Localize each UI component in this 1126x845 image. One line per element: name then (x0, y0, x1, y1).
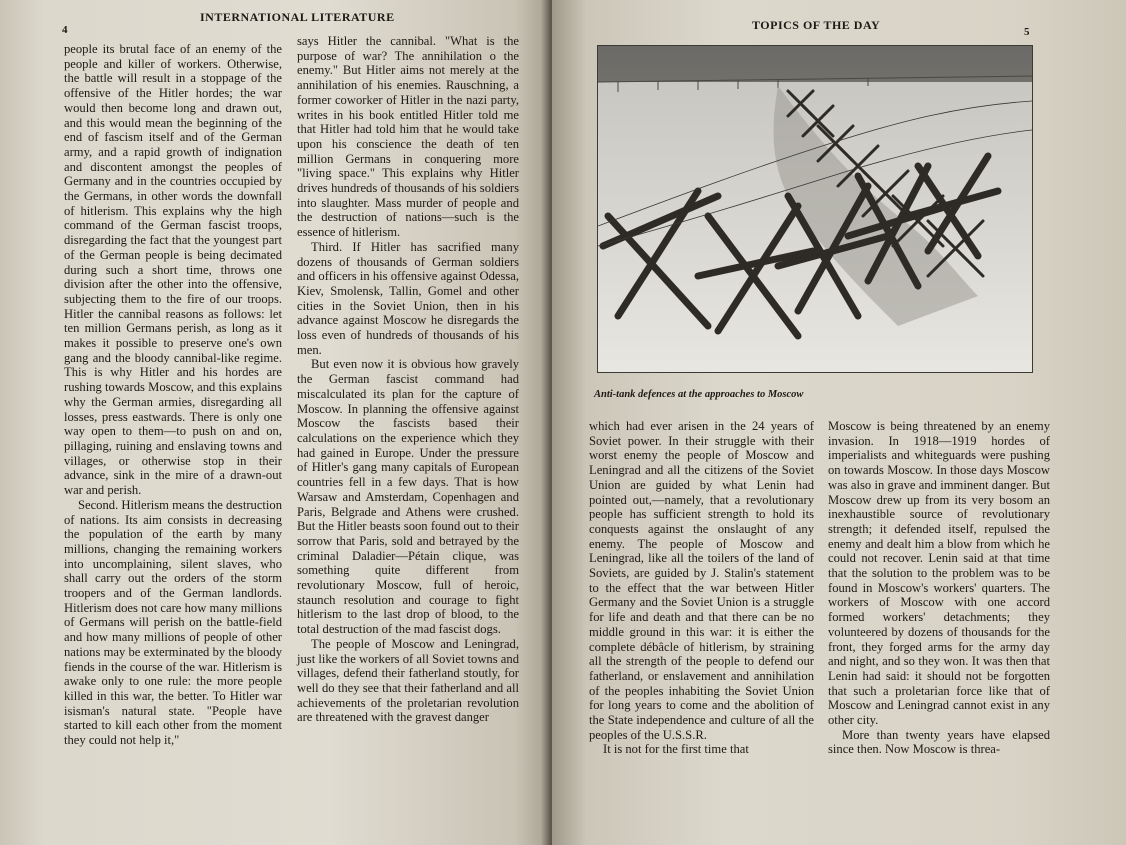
left-column-2 (297, 34, 519, 725)
running-head-left: INTERNATIONAL LITERATURE (200, 10, 395, 24)
left-page (0, 0, 548, 845)
photo-caption: Anti-tank defences at the approaches to Moscow (594, 389, 804, 400)
paragraph: which had ever arisen in the 24 years of Soviet power. In their struggle with their worst enemy the people of Moscow and Leningrad and all the citizens of the Soviet Union are guided by what Lenin had pointed out,—namely, that a revolutionary people has sufficient strength to hold its conquests against the onslaught of any enemy. The people of Moscow and Leningrad, like all the toilers of the land of Soviets, are guided by J. Stalin's statement to the effect that the war between Hitler Germany and the Soviet Union is a struggle for life and death and that there can be no middle ground in this war: it is either the complete débâcle of hitlerism, by straining all the strength of the people to defend our fatherland, or enslavement and annihilation of the peoples inhabiting the Soviet Union for long years to come and the abolition of the State independence and culture of all the peoples of the U.S.S.R. (589, 419, 814, 742)
paragraph: The people of Moscow and Leningrad, just like the workers of all Soviet towns and villages, defend their fatherland stoutly, for well do they see that their fatherland and all achievements of the proletarian revolution are threatened with the gravest danger (297, 636, 519, 725)
paragraph: Moscow is being threatened by an enemy invasion. In 1918—1919 hordes of imperialists and whiteguards were pushing on towards Moscow. In those days Moscow was also in grave and imminent danger. But Moscow drew up from its very bosom an inexhaustible source of revolutionary strength; it defended itself, repulsed the enemy and dealt him a blow from which he could not recover. Lenin said at that time that the solution to the problem was to be found in Moscow's workers' quarters. The workers of Moscow with one accord formed workers' detachments; they volunteered by dozens of thousands for the front, they forged arms for the army day and night, and so they won. It was then that Lenin had said: it should not be forgotten that such a proletarian force like that of Moscow and Leningrad cannot exist in any other city. (828, 419, 1050, 728)
paragraph: people its brutal face of an enemy of the people and killer of workers. Otherwise, the battle will result in a stoppage of the offensive of the Hitler hordes; the war would then become long and drawn out, and this would mean the beginning of the end of fascism itself and of the German army, and a rapid growth of indignation and discontent amongst the peoples of Germany and in the countries occupied by the Germans, in other words the downfall of hitlerism. This explains why the high command of the German fascist troops, disregarding the fact that the youngest part of the German people is being decimated during such a short time, throws one division after the other into the offensive, subjecting them to the fire of our troops. Hitler the cannibal reasons as follows: let ten million Germans perish, as long as it makes it possible to preserve one's own gang and the bloody cannibal-like regime. This is why Hitler and his hordes are rushing towards Moscow, and this explains why the German armies, disregarding all losses, press eastwards. There is only one way open to them—to push on and on, pillaging, ruining and enslaving towns and villages, or otherwise stop in their advance, sink in the mire of a drawn-out war and perish. (64, 42, 282, 498)
paragraph: says Hitler the cannibal. "What is the purpose of war? The annihilation o the enemy." But Hitler aims not merely at the annihilation of his enemies. Rauschning, a former coworker of Hitler in the nazi party, writes in his book entitled Hitler told me that Hitler had told him that he would take upon his conscience the death of ten million Germans in conquering more "living space." This explains why Hitler drives hundreds of thousands of his soldiers into slaughter. Mass murder of people and the destruction of nations—such is the essence of hitlerism. (297, 34, 519, 240)
right-column-1 (589, 419, 814, 757)
page-number-left: 4 (62, 24, 68, 36)
paragraph: More than twenty years have elapsed since then. Now Moscow is threa- (828, 727, 1050, 757)
paragraph: But even now it is obvious how gravely the German fascist command had miscalculated its plan for the capture of Moscow. In planning the offensive against Moscow the fascists based their calculations on the experience which they had gained in Europe. Under the pressure of Hitler's gang many capitals of European countries fell in a few days. That is how Warsaw and Amsterdam, Copenhagen and Paris, Belgrade and Athens were crushed. But the Hitler beasts soon found out to their sorrow that Paris, sold and betrayed by the criminal Daladier—Pétain clique, was something quite different from revolutionary Moscow, full of heroic, staunch resolution and courage to fight hitlerism to the last drop of blood, to the total destruction of the mad fascist dogs. (297, 357, 519, 637)
paragraph: Third. If Hitler has sacrified many dozens of thousands of German soldiers and officers in his offensive against Odessa, Kiev, Smolensk, Tallin, Gomel and other cities in the Soviet Union, then in his advance against Moscow he disregards the loss even of hundreds of thousands of his men. (297, 239, 519, 357)
running-head-right: TOPICS OF THE DAY (752, 18, 881, 32)
left-column-1 (64, 42, 282, 748)
right-column-2 (828, 419, 1050, 757)
paragraph: Second. Hitlerism means the destruction of nations. Its aim consists in decreasing the population of the earth by many millions, changing the remaining workers into uncomplaining, silent slaves, who shall carry out the orders of the storm troopers and of the German landlords. Hitlerism does not care how many millions of Germans will perish on the battle-field and how many millions of people of other nations may be exterminated by the bloody fiends in the course of the war. Hitlerism is awake only to one rule: the more people killed in this war, the better. To Hitler war isisman's natural state. "People have started to kill each other from the moment they could not help it," (64, 497, 282, 748)
anti-tank-defences-photo (598, 46, 1032, 372)
photo-illustration (598, 46, 1032, 372)
page-number-right: 5 (1024, 26, 1030, 38)
paragraph: It is not for the first time that (603, 742, 749, 757)
